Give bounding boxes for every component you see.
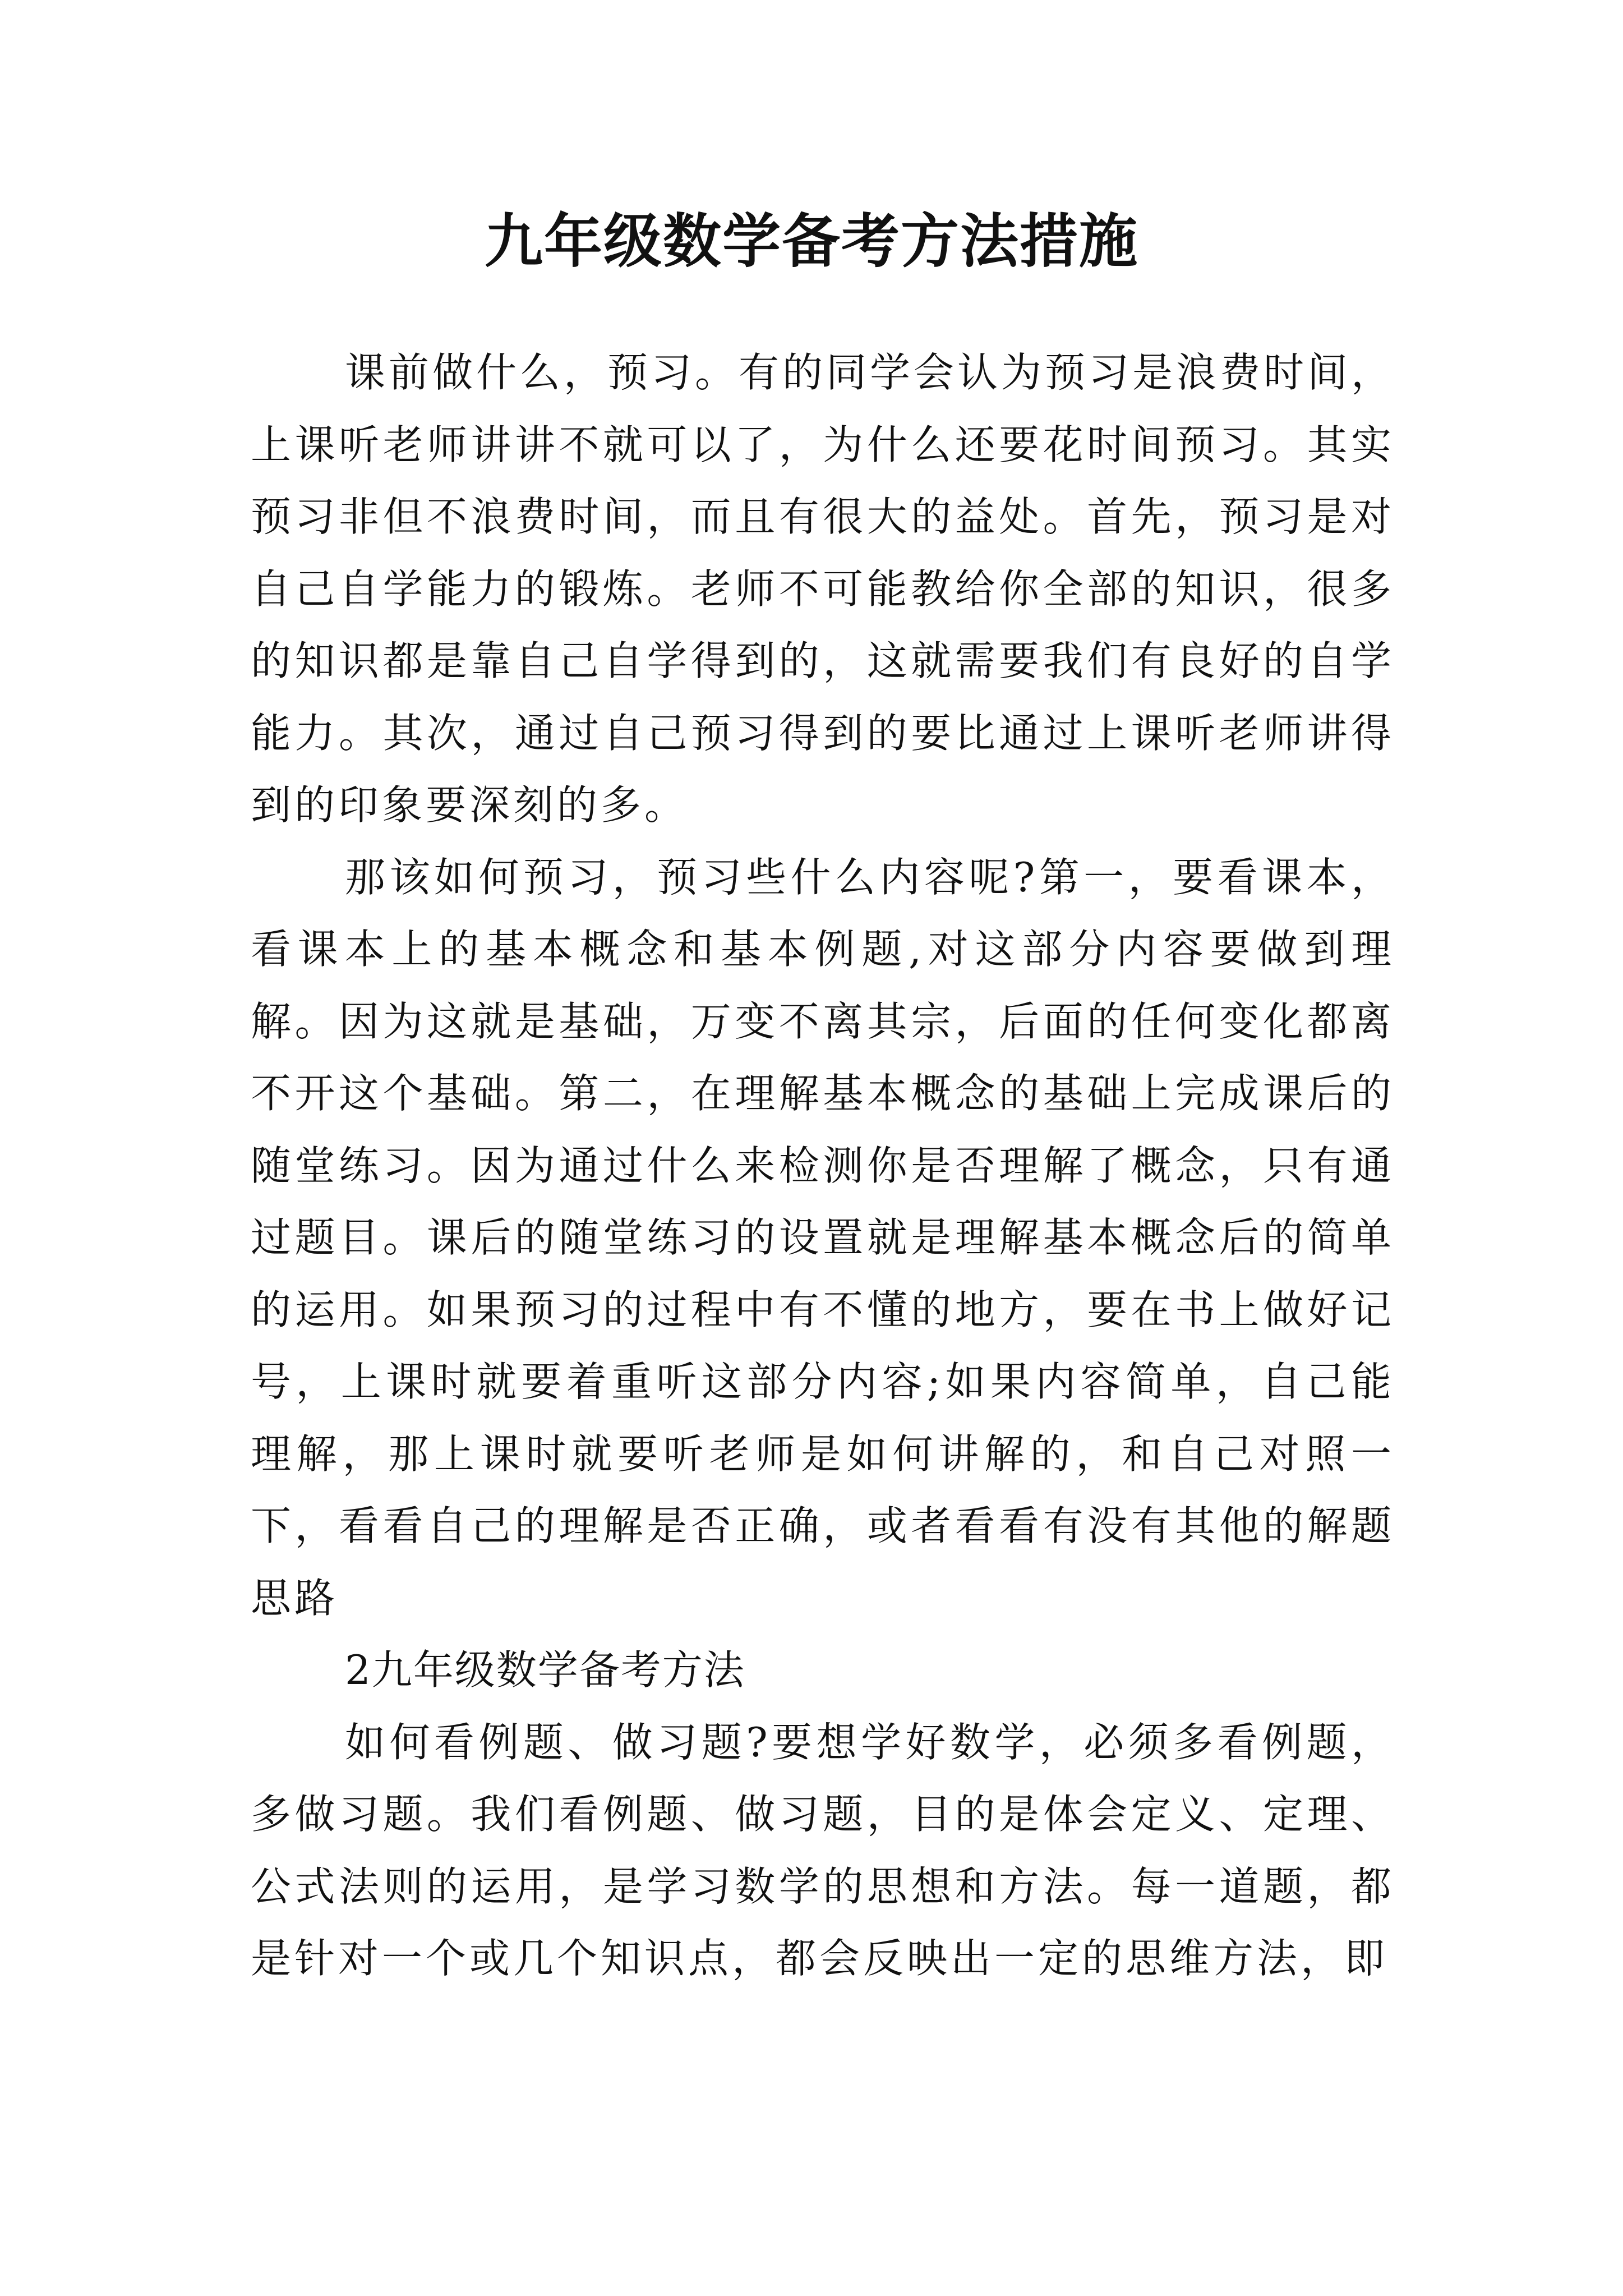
section-heading: 2九年级数学备考方法: [345, 1646, 745, 1694]
paragraph-preview: 课前做什么，预习。有的同学会认为预习是浪费时间，上课听老师讲讲不就可以了，为什么还要花时间预习。其实预习非但不浪费时间，而且有很大的益处。首先，预习是对自己自学能力的锻炼。老师不可能教给你全部的知识，很多的知识都是靠自己自学得到的，这就需要我们有良好的自学能力。其次，通过自己预习得到的要比通过上课听老师讲得到的印象要深刻的多。: [251, 349, 1395, 829]
document-body: [251, 337, 1395, 1995]
paragraph-examples-exercises: 如何看例题、做习题?要想学好数学，必须多看例题，多做习题。我们看例题、做习题，目的是体会定义、定理、公式法则的运用，是学习数学的思想和方法。每一道题，都是针对一个或几个知识点，都会反映出一定的思维方法，即: [251, 1718, 1395, 1982]
document-title: 九年级数学备考方法措施: [484, 206, 1138, 275]
paragraph-how-to-preview: 那该如何预习，预习些什么内容呢?第一，要看课本，看课本上的基本概念和基本例题,对这部分内容要做到理解。因为这就是基础，万变不离其宗，后面的任何变化都离不开这个基础。第二，在理解基本概念的基础上完成课后的随堂练习。因为通过什么来检测你是否理解了概念，只有通过题目。课后的随堂练习的设置就是理解基本概念后的简单的运用。如果预习的过程中有不懂的地方，要在书上做好记号，上课时就要着重听这部分内容;如果内容简单，自己能理解，那上课时就要听老师是如何讲解的，和自己对照一下，看看自己的理解是否正确，或者看看有没有其他的解题思路: [251, 853, 1395, 1622]
